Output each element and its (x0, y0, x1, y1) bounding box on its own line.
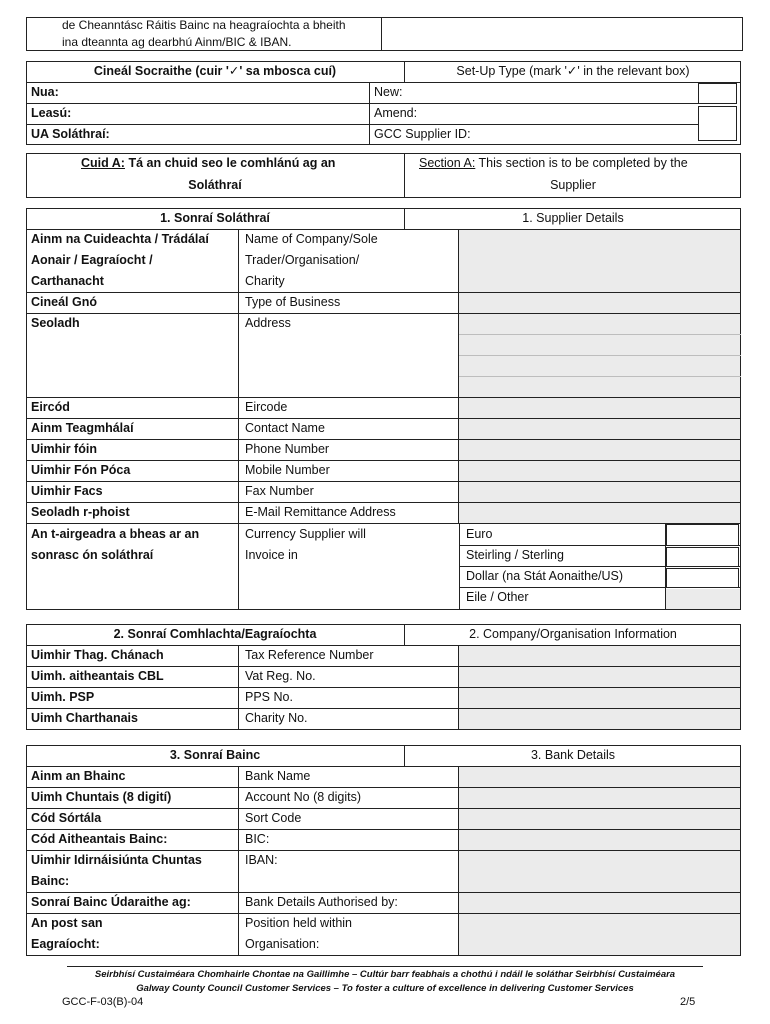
tax-ref-label-ga: Uimhir Thag. Chánach (31, 648, 164, 662)
iban-label-en: IBAN: (245, 853, 278, 867)
mobile-label-ga: Uimhir Fón Póca (31, 463, 131, 477)
setup-header-en: Set-Up Type (mark '✓' in the relevant box) (456, 64, 690, 78)
setup-supplier-id-label-ga: UA Soláthraí: (31, 127, 110, 141)
pps-label-ga: Uimh. PSP (31, 690, 95, 704)
vat-reg-label-ga: Uimh. aitheantais CBL (31, 669, 164, 683)
currency-euro-checkbox[interactable] (666, 524, 739, 546)
address-label-ga: Seoladh (31, 316, 80, 330)
business-type-label-ga: Cineál Gnó (31, 295, 97, 309)
tax-ref-label-en: Tax Reference Number (245, 648, 374, 662)
currency-label-ga-1: An t-airgeadra a bheas ar an (31, 527, 200, 541)
authorised-by-label-ga: Sonraí Bainc Údaraithe ag: (31, 895, 191, 909)
setup-amend-checkbox[interactable] (698, 106, 737, 141)
account-no-value[interactable] (459, 788, 740, 808)
setup-header-ga: Cineál Socraithe (cuir '✓' sa mbosca cuí) (93, 64, 337, 78)
eircode-label-ga: Eircód (31, 400, 70, 414)
bic-value[interactable] (459, 830, 740, 850)
setup-amend-label-en: Amend: (374, 106, 418, 120)
section-a-ga-line2: Soláthraí (188, 178, 242, 192)
position-label-ga-2: Eagraíocht: (31, 937, 100, 951)
account-no-label-en: Account No (8 digits) (245, 790, 362, 804)
supplier-title-en: 1. Supplier Details (522, 211, 624, 225)
company-name-label-ga-2: Aonair / Eagraíocht / (31, 253, 153, 267)
email-value[interactable] (459, 503, 740, 523)
currency-option-sterling: Steirling / Sterling (466, 548, 564, 562)
currency-other-checkbox[interactable] (666, 589, 740, 609)
email-label-ga: Seoladh r-phoist (31, 505, 130, 519)
iban-label-ga-2: Bainc: (31, 874, 70, 888)
section-a-en-line1: Section A: This section is to be completed by the (419, 156, 688, 170)
currency-option-other: Eile / Other (466, 590, 529, 604)
address-line1-value[interactable] (459, 314, 740, 334)
bank-name-label-ga: Ainm an Bhainc (31, 769, 126, 783)
vat-reg-label-en: Vat Reg. No. (245, 669, 316, 683)
charity-no-label-en: Charity No. (245, 711, 308, 725)
company-name-label-en-2: Trader/Organisation/ (245, 253, 360, 267)
form-code: GCC-F-03(B)-04 (62, 996, 144, 1008)
iban-value[interactable] (459, 851, 740, 892)
business-type-value[interactable] (459, 293, 740, 313)
charity-no-label-ga: Uimh Charthanais (31, 711, 138, 725)
setup-amend-label-ga: Leasú: (31, 106, 72, 120)
vat-reg-value[interactable] (459, 667, 740, 687)
contact-name-label-ga: Ainm Teagmhálaí (31, 421, 134, 435)
sort-code-value[interactable] (459, 809, 740, 829)
company-title-ga: 2. Sonraí Comhlachta/Eagraíochta (113, 627, 317, 641)
phone-label-en: Phone Number (245, 442, 330, 456)
setup-new-label-ga: Nua: (31, 85, 59, 99)
company-name-label-ga-3: Carthanacht (31, 274, 104, 288)
currency-label-ga-2: sonrasc ón soláthraí (31, 548, 154, 562)
company-title-en: 2. Company/Organisation Information (469, 627, 677, 641)
account-no-label-ga: Uimh Chuntais (8 digití) (31, 790, 172, 804)
tax-ref-value[interactable] (459, 646, 740, 666)
fax-value[interactable] (459, 482, 740, 502)
bic-label-ga: Cód Aitheantais Bainc: (31, 832, 168, 846)
currency-dollar-checkbox[interactable] (666, 568, 739, 588)
bank-title-en: 3. Bank Details (530, 748, 616, 762)
fax-label-en: Fax Number (245, 484, 314, 498)
position-value[interactable] (459, 914, 740, 955)
company-name-label-ga-1: Ainm na Cuideachta / Trádálaí (31, 232, 209, 246)
authorised-by-label-en: Bank Details Authorised by: (245, 895, 398, 909)
bic-label-en: BIC: (245, 832, 270, 846)
bank-name-label-en: Bank Name (245, 769, 311, 783)
bank-title-ga: 3. Sonraí Bainc (169, 748, 261, 762)
currency-sterling-checkbox[interactable] (666, 547, 739, 567)
sort-code-label-en: Sort Code (245, 811, 302, 825)
currency-label-en-2: Invoice in (245, 548, 298, 562)
address-line4-value[interactable] (459, 377, 740, 397)
fax-label-ga: Uimhir Facs (31, 484, 103, 498)
mobile-value[interactable] (459, 461, 740, 481)
contact-name-label-en: Contact Name (245, 421, 325, 435)
footer-line-en: Galway County Council Customer Services – To foster a culture of excellence in delivering Customer Services (136, 983, 634, 994)
email-label-en: E-Mail Remittance Address (245, 505, 396, 519)
company-name-value[interactable] (459, 230, 740, 292)
company-name-label-en-1: Name of Company/Sole (245, 232, 378, 246)
iban-label-ga-1: Uimhir Idirnáisiúnta Chuntas (31, 853, 202, 867)
phone-label-ga: Uimhir fóin (31, 442, 97, 456)
footer-line-ga: Seirbhísí Custaiméara Chomhairle Chontae na Gaillimhe – Cultúr barr feabhais a chothú i ndáil le soláthar Seirbhísí Custaiméara (94, 969, 676, 980)
pps-value[interactable] (459, 688, 740, 708)
phone-value[interactable] (459, 440, 740, 460)
contact-name-value[interactable] (459, 419, 740, 439)
supplier-title-ga: 1. Sonraí Soláthraí (160, 211, 270, 225)
position-label-en-1: Position held within (245, 916, 353, 930)
company-name-label-en-3: Charity (245, 274, 285, 288)
eircode-label-en: Eircode (245, 400, 288, 414)
top-note-line1: de Cheanntásc Ráitis Bainc na heagraíochta a bheith (62, 18, 346, 32)
address-label-en: Address (245, 316, 291, 330)
section-a-ga-line1: Cuid A: Tá an chuid seo le comhlánú ag an (81, 156, 336, 170)
setup-new-checkbox[interactable] (698, 83, 737, 104)
charity-no-value[interactable] (459, 709, 740, 729)
position-label-ga-1: An post san (31, 916, 103, 930)
bank-name-value[interactable] (459, 767, 740, 787)
setup-supplier-id-label-en: GCC Supplier ID: (374, 127, 471, 141)
footer-divider (67, 966, 703, 967)
currency-option-euro: Euro (466, 527, 493, 541)
pps-label-en: PPS No. (245, 690, 293, 704)
currency-option-dollar: Dollar (na Stát Aonaithe/US) (466, 569, 624, 583)
page-number: 2/5 (680, 996, 696, 1008)
setup-new-label-en: New: (374, 85, 403, 99)
address-line3-value[interactable] (459, 356, 740, 376)
authorised-by-value[interactable] (459, 893, 740, 913)
address-line2-value[interactable] (459, 335, 740, 355)
mobile-label-en: Mobile Number (245, 463, 330, 477)
section-a-en-line2: Supplier (550, 178, 596, 192)
top-note-line2: ina dteannta ag dearbhú Ainm/BIC & IBAN. (62, 35, 292, 49)
currency-label-en-1: Currency Supplier will (245, 527, 366, 541)
sort-code-label-ga: Cód Sórtála (31, 811, 102, 825)
eircode-value[interactable] (459, 398, 740, 418)
position-label-en-2: Organisation: (245, 937, 320, 951)
business-type-label-en: Type of Business (245, 295, 341, 309)
